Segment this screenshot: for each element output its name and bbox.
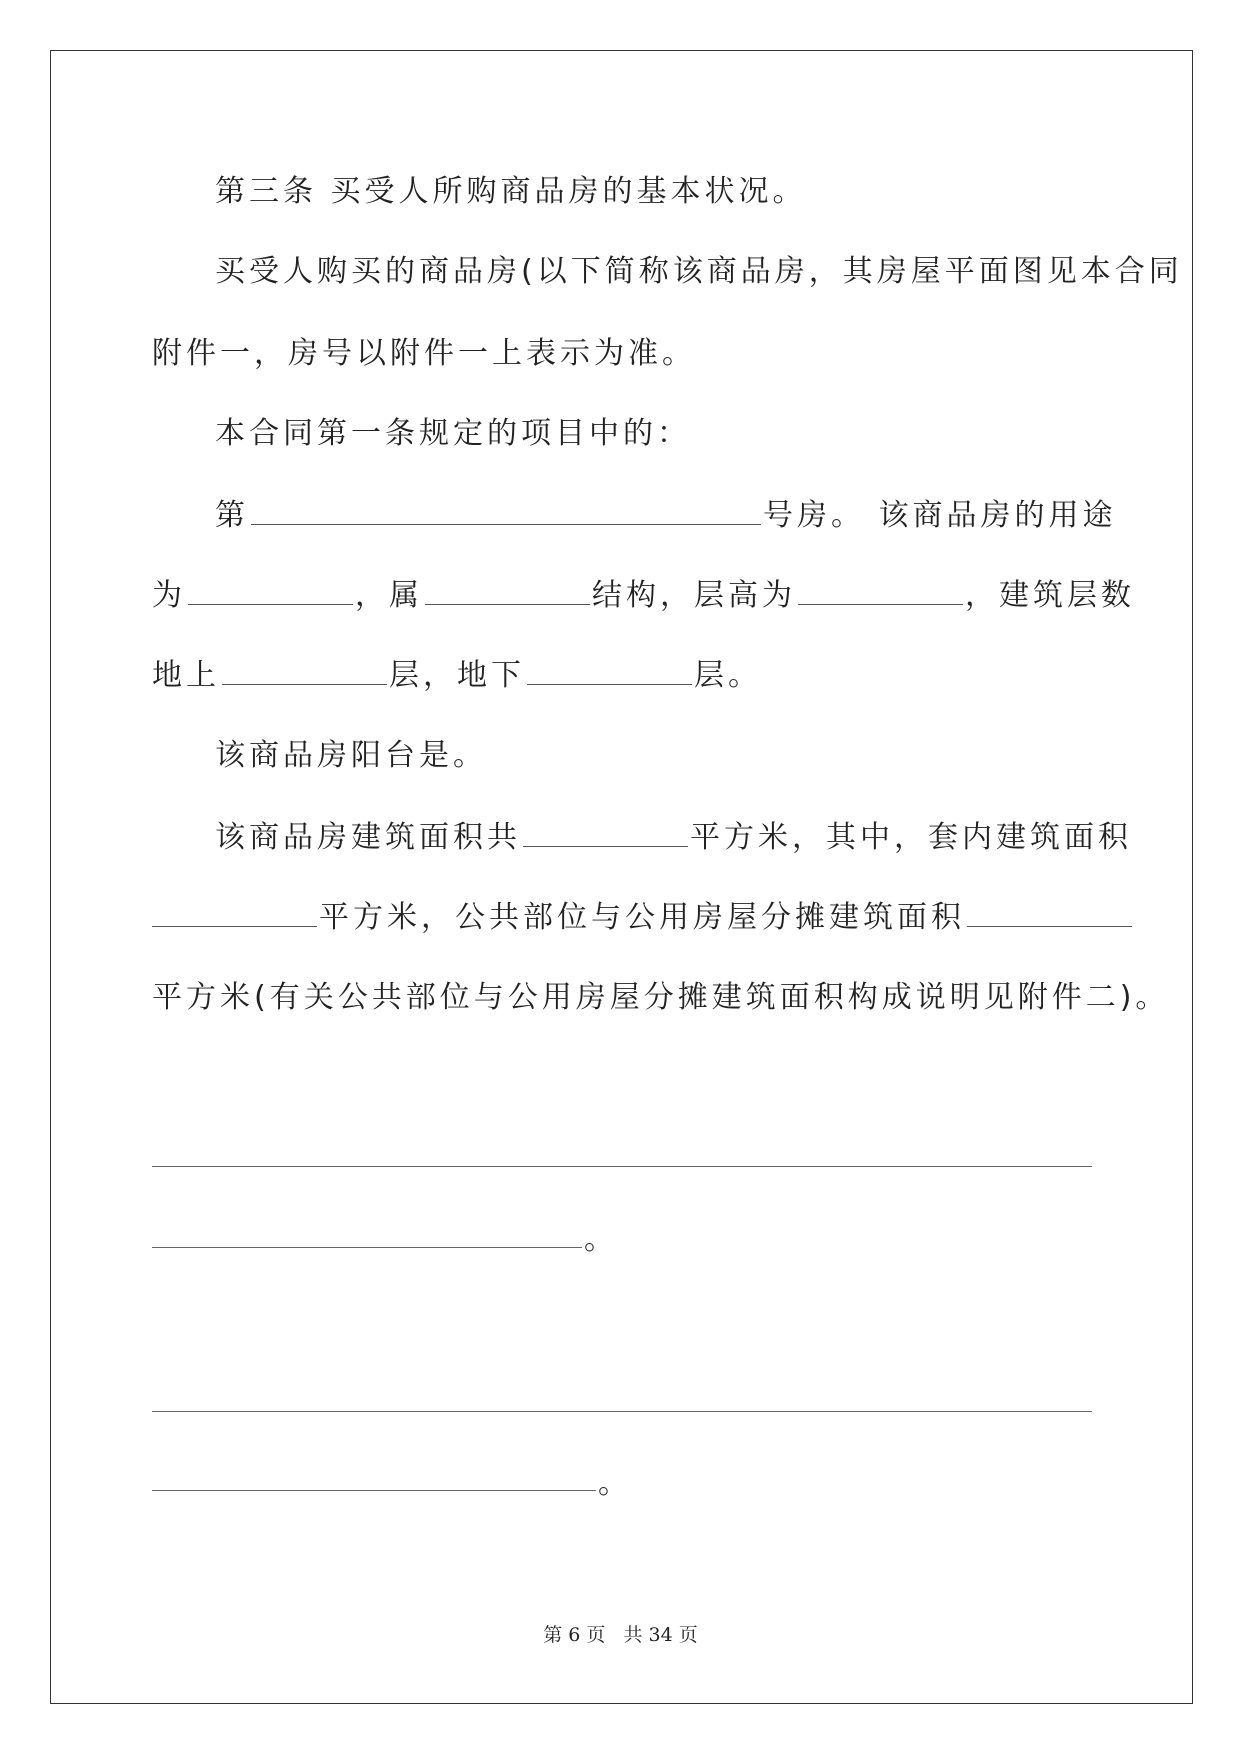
text-segment: 地上: [152, 658, 220, 693]
clause-title: 第三条 买受人所购商品房的基本状况。: [215, 174, 807, 209]
room-number-blank[interactable]: [251, 494, 761, 525]
area-line: [152, 896, 1134, 938]
blank-rule[interactable]: [152, 1411, 1092, 1412]
text-segment: 平方米，其中，套内建筑面积: [690, 820, 1132, 855]
text-segment: 第: [215, 498, 249, 533]
text-segment: 层，地下: [389, 658, 525, 693]
paragraph-line: 买受人购买的商品房(以下简称该商品房，其房屋平面图见本合同: [215, 254, 1183, 289]
text-segment: 平方米，公共部位与公用房屋分摊建筑面积: [319, 900, 965, 935]
page-footer: [0, 1620, 1241, 1647]
floors-below-blank[interactable]: [527, 654, 692, 685]
total-pages: 共 34 页: [623, 1624, 698, 1646]
text-segment: 结构，层高为: [592, 578, 796, 613]
blank-rule[interactable]: [152, 1490, 596, 1491]
usage-structure-line: [152, 574, 1135, 616]
floors-above-blank[interactable]: [222, 654, 387, 685]
structure-blank[interactable]: [425, 574, 590, 605]
period-mark: 。: [584, 1222, 614, 1257]
page-border: [50, 50, 1193, 1704]
floors-line: [152, 654, 762, 696]
text-segment: 为: [152, 578, 186, 613]
blank-rule[interactable]: [152, 1166, 1092, 1167]
text-segment: ，属: [355, 578, 423, 613]
paragraph-line: 平方米(有关公共部位与公用房屋分摊建筑面积构成说明见附件二)。: [152, 980, 1170, 1015]
text-segment: 该商品房建筑面积共: [215, 820, 521, 855]
usage-blank[interactable]: [188, 574, 353, 605]
page-number: 第 6 页: [543, 1624, 606, 1646]
blank-rule[interactable]: [152, 1247, 582, 1248]
total-area-blank[interactable]: [523, 816, 688, 847]
paragraph-line: 附件一，房号以附件一上表示为准。: [152, 336, 696, 371]
floor-height-blank[interactable]: [798, 574, 963, 605]
text-segment: 层。: [694, 658, 762, 693]
area-line: [215, 816, 1132, 858]
inner-area-blank[interactable]: [152, 896, 317, 927]
shared-area-blank[interactable]: [967, 896, 1132, 927]
room-number-line: [215, 494, 1117, 536]
paragraph-line: 该商品房阳台是。: [215, 738, 487, 773]
paragraph-line: 本合同第一条规定的项目中的：: [215, 416, 691, 451]
period-mark: 。: [598, 1466, 628, 1501]
text-segment: ，建筑层数: [965, 578, 1135, 613]
text-segment: 号房。 该商品房的用途: [763, 498, 1117, 533]
